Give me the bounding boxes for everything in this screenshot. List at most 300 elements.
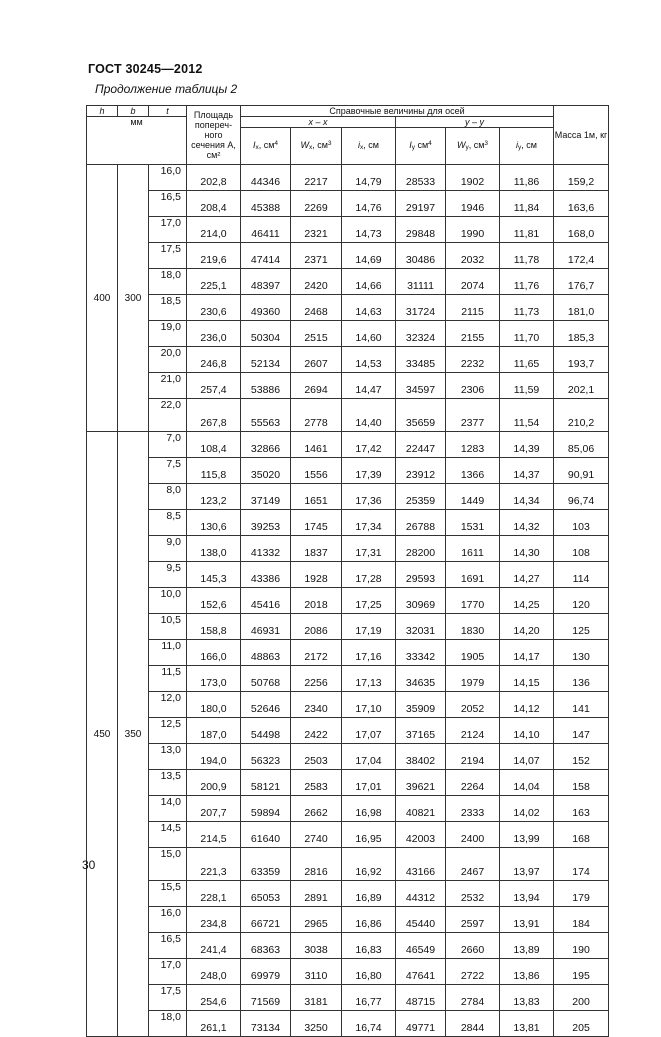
- cell-h: 450: [87, 432, 118, 1037]
- col-area-header: [187, 106, 241, 165]
- cell-area: 187,0: [187, 718, 241, 744]
- cell-Ix: 71569: [241, 985, 291, 1011]
- cell-Wx: 2269: [291, 191, 342, 217]
- cell-Iy: 31111: [396, 269, 446, 295]
- cell-t: 20,0: [149, 347, 187, 373]
- table-row: [87, 718, 609, 744]
- cell-t: 8,5: [149, 510, 187, 536]
- cell-ix: 17,16: [342, 640, 396, 666]
- table-row: [87, 770, 609, 796]
- cell-mass: 130: [554, 640, 609, 666]
- cell-t: 13,0: [149, 744, 187, 770]
- cell-Wx: 2468: [291, 295, 342, 321]
- cell-Iy: 30969: [396, 588, 446, 614]
- cell-Wy: 1449: [446, 484, 500, 510]
- cell-Ix: 59894: [241, 796, 291, 822]
- cell-ix: 14,73: [342, 217, 396, 243]
- cell-ix: 16,77: [342, 985, 396, 1011]
- cell-Ix: 48397: [241, 269, 291, 295]
- table-row: [87, 640, 609, 666]
- cell-mass: 147: [554, 718, 609, 744]
- table-row: [87, 165, 609, 191]
- cell-t: 12,0: [149, 692, 187, 718]
- cell-Wx: 2662: [291, 796, 342, 822]
- cell-Wy: 2124: [446, 718, 500, 744]
- cell-Wy: 2115: [446, 295, 500, 321]
- cell-Wy: 1946: [446, 191, 500, 217]
- cell-area: 123,2: [187, 484, 241, 510]
- cell-Iy: 32324: [396, 321, 446, 347]
- cell-Ix: 61640: [241, 822, 291, 848]
- cell-Wy: 1902: [446, 165, 500, 191]
- table-row: [87, 347, 609, 373]
- cell-Ix: 41332: [241, 536, 291, 562]
- cell-mass: 200: [554, 985, 609, 1011]
- cell-Iy: 44312: [396, 881, 446, 907]
- cell-iy: 14,02: [500, 796, 554, 822]
- cell-Ix: 54498: [241, 718, 291, 744]
- cell-mass: 195: [554, 959, 609, 985]
- cell-area: 115,8: [187, 458, 241, 484]
- cell-Wx: 1745: [291, 510, 342, 536]
- cell-Wy: 1611: [446, 536, 500, 562]
- cell-t: 16,5: [149, 933, 187, 959]
- table-row: [87, 373, 609, 399]
- cell-b: 300: [118, 165, 149, 432]
- cell-ix: 16,83: [342, 933, 396, 959]
- cell-Ix: 55563: [241, 399, 291, 432]
- cell-iy: 14,39: [500, 432, 554, 458]
- table-body: [87, 165, 609, 1037]
- col-h-header: h: [87, 106, 118, 117]
- cell-area: 236,0: [187, 321, 241, 347]
- cell-iy: 14,07: [500, 744, 554, 770]
- cell-mass: 176,7: [554, 269, 609, 295]
- cell-mass: 163,6: [554, 191, 609, 217]
- cell-Ix: 56323: [241, 744, 291, 770]
- cell-area: 180,0: [187, 692, 241, 718]
- cell-Wx: 2607: [291, 347, 342, 373]
- cell-ix: 14,53: [342, 347, 396, 373]
- table-row: [87, 510, 609, 536]
- cell-area: 166,0: [187, 640, 241, 666]
- cell-Iy: 33485: [396, 347, 446, 373]
- cell-Iy: 35659: [396, 399, 446, 432]
- cell-iy: 13,89: [500, 933, 554, 959]
- cell-ix: 16,89: [342, 881, 396, 907]
- cell-Ix: 43386: [241, 562, 291, 588]
- cell-ix: 17,36: [342, 484, 396, 510]
- cell-Wy: 1990: [446, 217, 500, 243]
- cell-ix: 17,19: [342, 614, 396, 640]
- cell-t: 10,5: [149, 614, 187, 640]
- cell-ix: 14,63: [342, 295, 396, 321]
- table-row: [87, 243, 609, 269]
- cell-Iy: 28533: [396, 165, 446, 191]
- cell-mass: 85,06: [554, 432, 609, 458]
- cell-iy: 13,94: [500, 881, 554, 907]
- cell-Ix: 45416: [241, 588, 291, 614]
- cell-ix: 14,40: [342, 399, 396, 432]
- cell-ix: 16,80: [342, 959, 396, 985]
- cell-Iy: 47641: [396, 959, 446, 985]
- cell-Wx: 2503: [291, 744, 342, 770]
- cell-Wy: 2306: [446, 373, 500, 399]
- cell-Wy: 1905: [446, 640, 500, 666]
- cell-mass: 202,1: [554, 373, 609, 399]
- cell-Iy: 34635: [396, 666, 446, 692]
- cell-Wx: 1461: [291, 432, 342, 458]
- cell-mass: 185,3: [554, 321, 609, 347]
- table-row: [87, 985, 609, 1011]
- profile-properties-table: [86, 105, 609, 1037]
- cell-Iy: 45440: [396, 907, 446, 933]
- cell-t: 14,5: [149, 822, 187, 848]
- cell-Iy: 30486: [396, 243, 446, 269]
- cell-Iy: 43166: [396, 848, 446, 881]
- cell-Wy: 1531: [446, 510, 500, 536]
- cell-t: 8,0: [149, 484, 187, 510]
- cell-mass: 168: [554, 822, 609, 848]
- cell-t: 21,0: [149, 373, 187, 399]
- cell-ix: 14,69: [342, 243, 396, 269]
- cell-ix: 16,95: [342, 822, 396, 848]
- cell-Ix: 48863: [241, 640, 291, 666]
- cell-Wx: 2172: [291, 640, 342, 666]
- cell-Wy: 2844: [446, 1011, 500, 1037]
- cell-mass: 120: [554, 588, 609, 614]
- table-row: [87, 562, 609, 588]
- cell-iy: 14,12: [500, 692, 554, 718]
- table-row: [87, 848, 609, 881]
- cell-Ix: 37149: [241, 484, 291, 510]
- cell-Ix: 53886: [241, 373, 291, 399]
- cell-Wx: 2340: [291, 692, 342, 718]
- cell-t: 17,0: [149, 217, 187, 243]
- cell-area: 246,8: [187, 347, 241, 373]
- cell-iy: 14,04: [500, 770, 554, 796]
- col-iy-header: $i_y$, см: [500, 128, 554, 165]
- cell-mass: 190: [554, 933, 609, 959]
- table-row: [87, 907, 609, 933]
- cell-ix: 17,04: [342, 744, 396, 770]
- cell-Ix: 68363: [241, 933, 291, 959]
- cell-ix: 17,01: [342, 770, 396, 796]
- cell-area: 267,8: [187, 399, 241, 432]
- cell-Iy: 29848: [396, 217, 446, 243]
- cell-Iy: 31724: [396, 295, 446, 321]
- cell-ix: 14,76: [342, 191, 396, 217]
- document-title: ГОСТ 30245—2012: [88, 62, 203, 76]
- table-row: [87, 484, 609, 510]
- cell-iy: 14,32: [500, 510, 554, 536]
- cell-Wx: 3038: [291, 933, 342, 959]
- cell-h: 400: [87, 165, 118, 432]
- cell-Wx: 3110: [291, 959, 342, 985]
- table-row: [87, 959, 609, 985]
- cell-iy: 11,70: [500, 321, 554, 347]
- cell-t: 7,0: [149, 432, 187, 458]
- cell-mass: 168,0: [554, 217, 609, 243]
- cell-mass: 210,2: [554, 399, 609, 432]
- cell-Ix: 32866: [241, 432, 291, 458]
- cell-t: 18,0: [149, 269, 187, 295]
- cell-area: 152,6: [187, 588, 241, 614]
- cell-Iy: 38402: [396, 744, 446, 770]
- cell-Wx: 3250: [291, 1011, 342, 1037]
- cell-iy: 13,91: [500, 907, 554, 933]
- cell-Ix: 46411: [241, 217, 291, 243]
- cell-ix: 17,34: [342, 510, 396, 536]
- axis-yy-header: y – y: [396, 117, 554, 128]
- cell-mass: 108: [554, 536, 609, 562]
- cell-ix: 14,79: [342, 165, 396, 191]
- cell-Wx: 2217: [291, 165, 342, 191]
- cell-iy: 13,99: [500, 822, 554, 848]
- cell-mass: 172,4: [554, 243, 609, 269]
- cell-t: 16,0: [149, 907, 187, 933]
- cell-Ix: 69979: [241, 959, 291, 985]
- cell-ix: 17,28: [342, 562, 396, 588]
- cell-mass: 205: [554, 1011, 609, 1037]
- cell-ix: 17,10: [342, 692, 396, 718]
- table-row: [87, 822, 609, 848]
- cell-Ix: 65053: [241, 881, 291, 907]
- cell-Iy: 23912: [396, 458, 446, 484]
- cell-ix: 14,66: [342, 269, 396, 295]
- cell-Ix: 73134: [241, 1011, 291, 1037]
- cell-Wy: 2722: [446, 959, 500, 985]
- cell-iy: 14,25: [500, 588, 554, 614]
- cell-Ix: 39253: [241, 510, 291, 536]
- table-row: [87, 796, 609, 822]
- cell-area: 207,7: [187, 796, 241, 822]
- cell-Iy: 37165: [396, 718, 446, 744]
- col-b-header: b: [118, 106, 149, 117]
- cell-area: 138,0: [187, 536, 241, 562]
- cell-iy: 14,17: [500, 640, 554, 666]
- cell-mass: 136: [554, 666, 609, 692]
- cell-iy: 14,20: [500, 614, 554, 640]
- cell-Wx: 2420: [291, 269, 342, 295]
- cell-Wx: 2371: [291, 243, 342, 269]
- cell-Ix: 44346: [241, 165, 291, 191]
- cell-Wx: 2778: [291, 399, 342, 432]
- cell-Ix: 50768: [241, 666, 291, 692]
- cell-Wy: 2377: [446, 399, 500, 432]
- cell-Wy: 1691: [446, 562, 500, 588]
- cell-mass: 174: [554, 848, 609, 881]
- cell-area: 214,0: [187, 217, 241, 243]
- table-row: [87, 666, 609, 692]
- cell-Wx: 1928: [291, 562, 342, 588]
- cell-Wy: 2194: [446, 744, 500, 770]
- cell-t: 15,5: [149, 881, 187, 907]
- cell-b: 350: [118, 432, 149, 1037]
- table-row: [87, 881, 609, 907]
- cell-Iy: 26788: [396, 510, 446, 536]
- cell-iy: 11,86: [500, 165, 554, 191]
- cell-Wx: 2256: [291, 666, 342, 692]
- cell-Wx: 2018: [291, 588, 342, 614]
- reference-values-header: Справочные величины для осей: [241, 106, 554, 117]
- cell-Wx: 1837: [291, 536, 342, 562]
- cell-ix: 16,74: [342, 1011, 396, 1037]
- cell-t: 10,0: [149, 588, 187, 614]
- table-row: [87, 1011, 609, 1037]
- cell-Wy: 2264: [446, 770, 500, 796]
- table-row: [87, 744, 609, 770]
- cell-ix: 16,86: [342, 907, 396, 933]
- cell-ix: 17,39: [342, 458, 396, 484]
- cell-mass: 158: [554, 770, 609, 796]
- cell-Ix: 52134: [241, 347, 291, 373]
- cell-t: 18,0: [149, 1011, 187, 1037]
- table-row: [87, 432, 609, 458]
- cell-Iy: 22447: [396, 432, 446, 458]
- cell-Wx: 2816: [291, 848, 342, 881]
- cell-mass: 90,91: [554, 458, 609, 484]
- cell-Wy: 1770: [446, 588, 500, 614]
- cell-ix: 17,07: [342, 718, 396, 744]
- cell-ix: 16,92: [342, 848, 396, 881]
- cell-mass: 103: [554, 510, 609, 536]
- cell-t: 17,5: [149, 243, 187, 269]
- cell-Wy: 1979: [446, 666, 500, 692]
- table-row: [87, 588, 609, 614]
- cell-Wy: 2232: [446, 347, 500, 373]
- cell-Ix: 35020: [241, 458, 291, 484]
- cell-Ix: 50304: [241, 321, 291, 347]
- col-Iy-header: $I_y$ $см^4$: [396, 128, 446, 165]
- cell-iy: 11,54: [500, 399, 554, 432]
- cell-Wx: 2694: [291, 373, 342, 399]
- table-row: [87, 191, 609, 217]
- table-row: [87, 217, 609, 243]
- cell-Iy: 35909: [396, 692, 446, 718]
- cell-t: 11,5: [149, 666, 187, 692]
- cell-Wx: 2740: [291, 822, 342, 848]
- cell-t: 22,0: [149, 399, 187, 432]
- cell-area: 230,6: [187, 295, 241, 321]
- cell-iy: 13,97: [500, 848, 554, 881]
- cell-t: 18,5: [149, 295, 187, 321]
- cell-Iy: 32031: [396, 614, 446, 640]
- cell-Wy: 2784: [446, 985, 500, 1011]
- cell-area: 234,8: [187, 907, 241, 933]
- cell-Wy: 2333: [446, 796, 500, 822]
- cell-Wy: 1283: [446, 432, 500, 458]
- cell-iy: 11,84: [500, 191, 554, 217]
- cell-Wx: 2321: [291, 217, 342, 243]
- cell-t: 9,0: [149, 536, 187, 562]
- cell-area: 208,4: [187, 191, 241, 217]
- cell-t: 16,0: [149, 165, 187, 191]
- cell-Ix: 52646: [241, 692, 291, 718]
- cell-Iy: 25359: [396, 484, 446, 510]
- cell-mass: 179: [554, 881, 609, 907]
- cell-Ix: 45388: [241, 191, 291, 217]
- cell-area: 108,4: [187, 432, 241, 458]
- cell-area: 194,0: [187, 744, 241, 770]
- col-Wy-header: $W_y$, $см^3$: [446, 128, 500, 165]
- cell-area: 219,6: [187, 243, 241, 269]
- cell-Iy: 42003: [396, 822, 446, 848]
- cell-iy: 14,37: [500, 458, 554, 484]
- table-row: [87, 399, 609, 432]
- cell-t: 13,5: [149, 770, 187, 796]
- cell-Iy: 48715: [396, 985, 446, 1011]
- cell-Wy: 1830: [446, 614, 500, 640]
- cell-Wx: 1556: [291, 458, 342, 484]
- cell-ix: 14,47: [342, 373, 396, 399]
- table-row: [87, 933, 609, 959]
- cell-ix: 14,60: [342, 321, 396, 347]
- cell-area: 202,8: [187, 165, 241, 191]
- cell-t: 17,5: [149, 985, 187, 1011]
- cell-Wx: 2891: [291, 881, 342, 907]
- cell-area: 257,4: [187, 373, 241, 399]
- cell-area: 225,1: [187, 269, 241, 295]
- cell-iy: 14,27: [500, 562, 554, 588]
- cell-area: 241,4: [187, 933, 241, 959]
- cell-mass: 184: [554, 907, 609, 933]
- cell-Wy: 2597: [446, 907, 500, 933]
- col-t-header: t: [149, 106, 187, 117]
- cell-t: 16,5: [149, 191, 187, 217]
- cell-Wy: 2400: [446, 822, 500, 848]
- cell-iy: 11,73: [500, 295, 554, 321]
- table-row: [87, 536, 609, 562]
- cell-mass: 125: [554, 614, 609, 640]
- cell-Ix: 49360: [241, 295, 291, 321]
- cell-area: 173,0: [187, 666, 241, 692]
- cell-Iy: 40821: [396, 796, 446, 822]
- cell-mass: 193,7: [554, 347, 609, 373]
- axis-xx-header: x – x: [241, 117, 396, 128]
- cell-mass: 181,0: [554, 295, 609, 321]
- cell-t: 15,0: [149, 848, 187, 881]
- cell-Ix: 47414: [241, 243, 291, 269]
- area-header-text: Площадь попереч-ного сечения A, см²: [191, 110, 236, 160]
- cell-mass: 141: [554, 692, 609, 718]
- col-Wx-header: $W_x$, $см^3$: [291, 128, 342, 165]
- cell-Wy: 2032: [446, 243, 500, 269]
- cell-iy: 14,30: [500, 536, 554, 562]
- cell-Wx: 1651: [291, 484, 342, 510]
- cell-Wy: 1366: [446, 458, 500, 484]
- cell-t: 19,0: [149, 321, 187, 347]
- cell-mass: 159,2: [554, 165, 609, 191]
- table-row: [87, 692, 609, 718]
- cell-area: 261,1: [187, 1011, 241, 1037]
- cell-Wx: 2086: [291, 614, 342, 640]
- cell-Iy: 29593: [396, 562, 446, 588]
- cell-Wy: 2074: [446, 269, 500, 295]
- cell-t: 14,0: [149, 796, 187, 822]
- col-mass-header: Масса 1м, кг: [554, 106, 609, 165]
- cell-Ix: 63359: [241, 848, 291, 881]
- cell-ix: 17,13: [342, 666, 396, 692]
- cell-iy: 11,65: [500, 347, 554, 373]
- cell-area: 145,3: [187, 562, 241, 588]
- mm-unit-header: мм: [87, 117, 187, 165]
- cell-mass: 114: [554, 562, 609, 588]
- cell-iy: 11,76: [500, 269, 554, 295]
- cell-Iy: 49771: [396, 1011, 446, 1037]
- cell-Iy: 33342: [396, 640, 446, 666]
- cell-area: 254,6: [187, 985, 241, 1011]
